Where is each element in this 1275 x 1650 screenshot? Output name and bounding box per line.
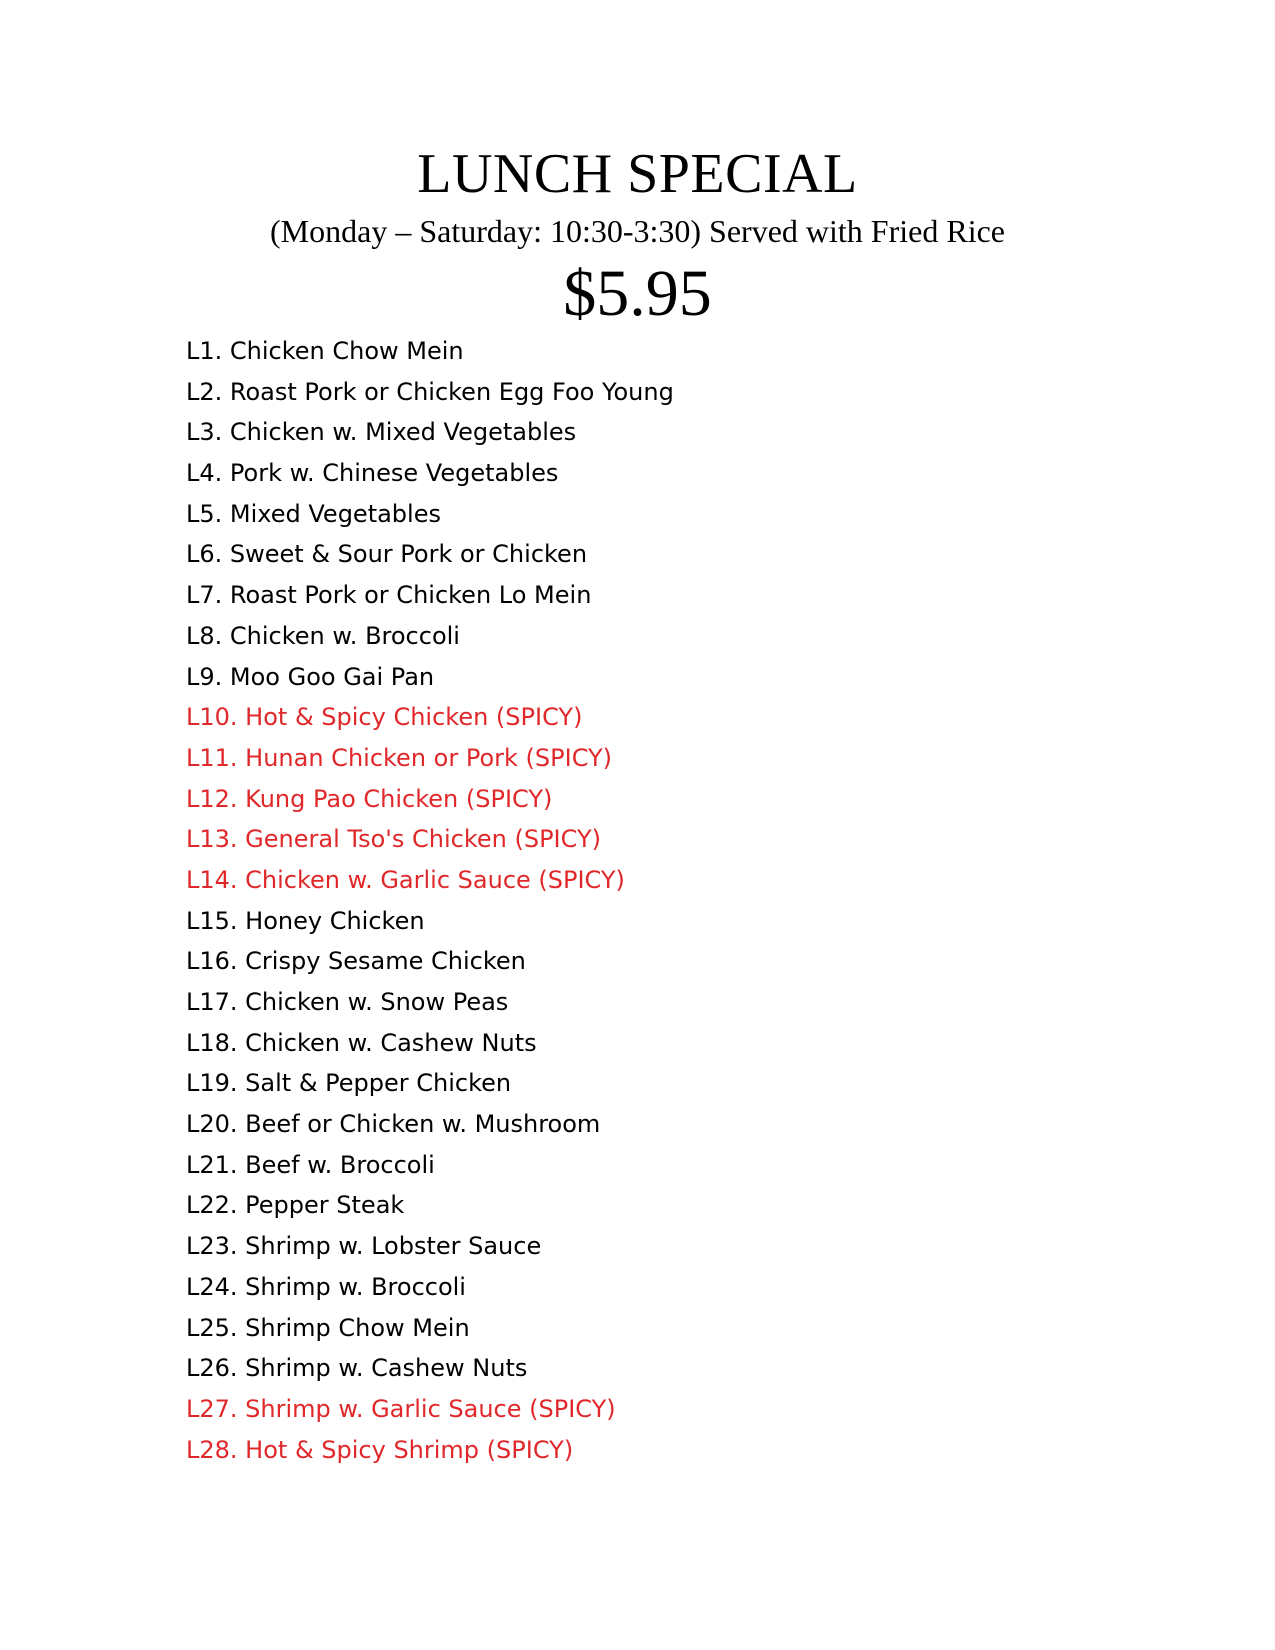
menu-item: L2. Roast Pork or Chicken Egg Foo Young: [186, 377, 674, 406]
menu-item: L24. Shrimp w. Broccoli: [186, 1272, 466, 1301]
menu-item-spicy: L12. Kung Pao Chicken (SPICY): [186, 784, 553, 813]
menu-item-spicy: L11. Hunan Chicken or Pork (SPICY): [186, 743, 613, 772]
menu-item: L23. Shrimp w. Lobster Sauce: [186, 1232, 542, 1261]
menu-item: L18. Chicken w. Cashew Nuts: [186, 1028, 537, 1057]
menu-list: [186, 331, 674, 1470]
menu-item-spicy: L14. Chicken w. Garlic Sauce (SPICY): [186, 865, 625, 894]
menu-item: L3. Chicken w. Mixed Vegetables: [186, 418, 577, 447]
menu-item: L1. Chicken Chow Mein: [186, 337, 464, 365]
menu-item: L9. Moo Goo Gai Pan: [186, 662, 435, 691]
menu-item: L4. Pork w. Chinese Vegetables: [186, 459, 559, 488]
menu-item: L16. Crispy Sesame Chicken: [186, 947, 526, 976]
menu-item: L7. Roast Pork or Chicken Lo Mein: [186, 581, 592, 610]
menu-item: L5. Mixed Vegetables: [186, 499, 441, 528]
menu-item-spicy: L10. Hot & Spicy Chicken (SPICY): [186, 703, 583, 732]
menu-item: L19. Salt & Pepper Chicken: [186, 1069, 512, 1098]
menu-item: L26. Shrimp w. Cashew Nuts: [186, 1354, 528, 1383]
price: $5.95: [563, 257, 712, 330]
menu-item: L25. Shrimp Chow Mein: [186, 1313, 470, 1342]
menu-item: L20. Beef or Chicken w. Mushroom: [186, 1110, 601, 1139]
menu-item-spicy: L28. Hot & Spicy Shrimp (SPICY): [186, 1435, 574, 1464]
menu-item: L22. Pepper Steak: [186, 1191, 405, 1220]
page-title: LUNCH SPECIAL: [417, 143, 858, 205]
page-subtitle: (Monday – Saturday: 10:30-3:30) Served with Fried Rice: [270, 213, 1005, 249]
menu-item: L15. Honey Chicken: [186, 906, 425, 935]
menu-item: L6. Sweet & Sour Pork or Chicken: [186, 540, 588, 569]
menu-item: L21. Beef w. Broccoli: [186, 1150, 435, 1179]
menu-item: L17. Chicken w. Snow Peas: [186, 988, 509, 1016]
menu-item-spicy: L13. General Tso's Chicken (SPICY): [186, 825, 601, 854]
menu-item: L8. Chicken w. Broccoli: [186, 621, 460, 650]
menu-item-spicy: L27. Shrimp w. Garlic Sauce (SPICY): [186, 1394, 616, 1423]
